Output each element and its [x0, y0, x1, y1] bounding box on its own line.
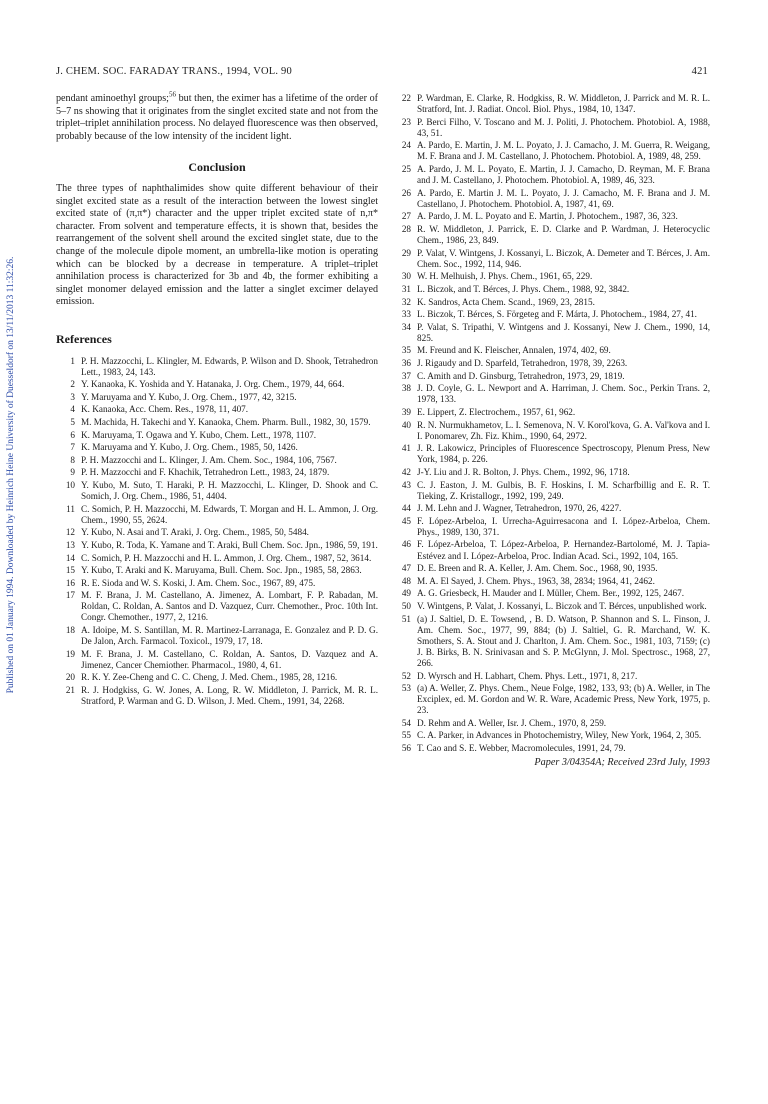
reference-text: P. Berci Filho, V. Toscano and M. J. Politi, J. Photochem. Photobiol. A, 1988, 43, 51. [417, 116, 710, 138]
reference-number: 31 [401, 284, 411, 294]
reference-item [56, 625, 378, 647]
intro-paragraph [56, 90, 378, 143]
reference-item [392, 516, 710, 538]
reference-number: 44 [401, 503, 411, 514]
reference-item [56, 455, 378, 466]
reference-number: 33 [401, 309, 411, 320]
reference-number: 22 [401, 93, 411, 103]
page-header [56, 66, 708, 82]
reference-text: (a) A. Weller, Z. Phys. Chem., Neue Folge, 1982, 133, 93; (b) A. Weller, in The Exciplex, ed. M. Gordon and W. R. Ware, Academic Press, New York, 1975, p. 23. [417, 683, 710, 716]
reference-number: 28 [401, 224, 411, 235]
reference-item [392, 718, 710, 729]
reference-item [56, 404, 378, 415]
reference-number: 13 [65, 539, 75, 550]
reference-number: 50 [401, 600, 411, 611]
conclusion-heading: Conclusion [188, 160, 246, 175]
reference-text: A. Pardo, J. M. L. Poyato and E. Martin, J. Photochem., 1987, 36, 323. [417, 211, 678, 222]
reference-item [392, 224, 710, 246]
journal-citation: J. CHEM. SOC. FARADAY TRANS., 1994, VOL. 90 [56, 66, 292, 77]
reference-text: W. H. Melhuish, J. Phys. Chem., 1961, 65, 229. [417, 271, 593, 282]
reference-number: 12 [65, 527, 75, 538]
reference-text: R. K. Y. Zee-Cheng and C. C. Cheng, J. Med. Chem., 1985, 28, 1216. [81, 672, 338, 683]
reference-item [392, 309, 710, 320]
reference-item [56, 379, 378, 390]
reference-item [56, 527, 378, 538]
reference-item [392, 480, 710, 502]
references-list-right [392, 93, 710, 754]
reference-item [392, 371, 710, 382]
reference-item [56, 649, 378, 671]
reference-item [56, 590, 378, 623]
reference-text: R. J. Hodgkiss, G. W. Jones, A. Long, R. W. Middleton, J. Parrick, M. R. L. Stratford, P. Warman and G. D. Wilson, J. Med. Chem., 1991, 34, 2268. [81, 685, 378, 707]
reference-text: L. Biczok, T. Bérces, S. Förgeteg and F. Márta, J. Photochem., 1984, 27, 41. [417, 309, 697, 320]
reference-item [392, 188, 710, 210]
reference-text: M. A. El Sayed, J. Chem. Phys., 1963, 38, 2834; 1964, 41, 2462. [417, 575, 655, 586]
reference-text: Y. Kubo, M. Suto, T. Haraki, P. H. Mazzocchi, L. Klinger, D. Shook and C. Somich, J. Org. Chem., 1986, 51, 4404. [81, 479, 378, 502]
reference-text: M. Freund and K. Fleischer, Annalen, 1974, 402, 69. [417, 345, 611, 356]
reference-item [392, 248, 710, 270]
references-list-left [56, 356, 378, 708]
reference-number: 11 [66, 503, 75, 514]
reference-item [56, 578, 378, 589]
reference-number: 27 [401, 211, 411, 222]
reference-number: 32 [401, 296, 411, 307]
reference-text: K. Maruyama and Y. Kubo, J. Org. Chem., 1985, 50, 1426. [81, 442, 298, 453]
reference-item [392, 730, 710, 741]
reference-number: 34 [401, 321, 411, 332]
reference-number: 30 [401, 271, 411, 282]
reference-text: J-Y. Liu and J. R. Bolton, J. Phys. Chem., 1992, 96, 1718. [417, 466, 630, 477]
reference-text: P. H. Mazzocchi and L. Klinger, J. Am. Chem. Soc., 1984, 106, 7567. [81, 454, 337, 465]
reference-text: A. Pardo, J. M. L. Poyato, E. Martin, J. J. Camacho, D. Reyman, M. F. Brana and J. M. Castellano, J. Photochem. Photobiol. A, 1989, 46, 323. [417, 164, 710, 186]
reference-item [56, 672, 378, 683]
intro-text-end: but then, the eximer has a lifetime of the order of 5–7 ns showing that it originates from the singlet excited state and not from the triplet–triplet annihilation process. No delayed fluorescence was then observed, probably because of the low intensity of the incident light. [56, 93, 378, 142]
references-heading: References [56, 331, 112, 346]
reference-number: 54 [401, 717, 411, 728]
reference-text: D. E. Breen and R. A. Keller, J. Am. Chem. Soc., 1968, 90, 1935. [417, 563, 658, 574]
reference-text: C. Somich, P. H. Mazzocchi and H. L. Ammon, J. Org. Chem., 1987, 52, 3614. [81, 552, 372, 563]
reference-number: 1 [70, 355, 75, 366]
reference-item [56, 417, 378, 428]
reference-text: J. Rigaudy and D. Sparfeld, Tetrahedron, 1978, 39, 2263. [417, 358, 628, 369]
reference-item [56, 356, 378, 378]
reference-text: P. H. Mazzocchi and F. Khachik, Tetrahedron Lett., 1983, 24, 1879. [81, 467, 330, 478]
reference-item [392, 93, 710, 115]
reference-text: C. Somich, P. H. Mazzocchi, M. Edwards, T. Morgan and H. L. Ammon, J. Org. Chem., 1990, 55, 2624. [81, 503, 378, 525]
reference-text: A. Pardo, E. Martin, J. M. L. Poyato, J. J. Camacho, J. M. Guerra, R. Weigang, M. F. Brana and J. M. Castellano, J. Photochem. Photobiol. A, 1989, 48, 259. [417, 140, 710, 162]
reference-text: A. Pardo, E. Martin J. M. L. Poyato, J. J. Camacho, M. F. Brana and J. M. Castellano, J. Photochem. Photobiol. A, 1987, 41, 69. [417, 187, 710, 209]
reference-item [392, 563, 710, 574]
reference-number: 14 [65, 552, 75, 563]
reference-text: E. Lippert, Z. Electrochem., 1957, 61, 962. [417, 406, 576, 417]
reference-number: 16 [65, 577, 75, 588]
reference-text: Y. Kubo, T. Araki and K. Maruyama, Bull. Chem. Soc. Jpn., 1985, 58, 2863. [81, 565, 362, 576]
reference-item [392, 358, 710, 369]
reference-text: T. Cao and S. E. Webber, Macromolecules, 1991, 24, 79. [417, 743, 626, 754]
intro-text-start: pendant aminoethyl groups; [56, 93, 169, 104]
reference-item [392, 284, 710, 295]
reference-text: L. Biczok, and T. Bérces, J. Phys. Chem., 1988, 92, 3842. [417, 284, 630, 294]
reference-text: A. G. Griesbeck, H. Mauder and I. Müller, Chem. Ber., 1992, 125, 2467. [417, 588, 685, 599]
reference-item [56, 685, 378, 707]
reference-item [392, 443, 710, 465]
reference-text: P. Valat, S. Tripathi, V. Wintgens and J. Kossanyi, New J. Chem., 1990, 14, 825. [417, 321, 710, 343]
reference-number: 42 [401, 466, 411, 477]
reference-item [56, 430, 378, 441]
reference-text: (a) J. Saltiel, D. E. Towsend, , B. D. Watson, P. Shannon and S. L. Finson, J. Am. Chem. Soc., 1977, 99, 884; (b) J. Saltiel, G. R. Marchand, W. K. Smothers, S. A. Stout and J. Charlton, J. Am. Chem. Soc., 1981, 103, 7159; (c) J. B. Birks, B. N. Srinivasan and S. P. McGlynn, J. Mol. Spectrosc., 1968, 27, 266. [417, 613, 710, 668]
reference-number: 25 [401, 164, 411, 175]
reference-text: D. Rehm and A. Weller, Isr. J. Chem., 1970, 8, 259. [417, 717, 607, 728]
paper-received-note: Paper 3/04354A; Received 23rd July, 1993 [534, 757, 710, 769]
reference-item [56, 442, 378, 453]
reference-number: 43 [401, 479, 411, 490]
reference-number: 35 [401, 345, 411, 356]
reference-item [56, 467, 378, 478]
reference-number: 29 [401, 247, 411, 258]
reference-item [392, 322, 710, 344]
reference-item [392, 140, 710, 162]
reference-text: A. Idoipe, M. S. Santillan, M. R. Martinez-Larranaga, E. Gonzalez and P. D. G. De Jalon, Arch. Farmacol. Toxicol., 1979, 17, 18. [81, 625, 378, 647]
download-stamp-text[interactable]: Published on 01 January 1994. Downloaded by Heinrich Heine University of Duesseldorf on 13/11/2013 11:32:26. [6, 256, 16, 694]
reference-number: 15 [65, 565, 75, 576]
reference-text: J. M. Lehn and J. Wagner, Tetrahedron, 1970, 26, 4227. [417, 503, 622, 514]
reference-text: M. F. Brana, J. M. Castellano, A. Jimenez, A. Lombart, F. P. Rabadan, M. Roldan, C. Roldan, A. Santos and D. Vazquez, Curr. Chemother., Proc. 10th Int. Congr. Chemother., 1977, 2, 1216. [81, 590, 378, 623]
reference-number: 46 [401, 539, 411, 550]
reference-number: 18 [65, 625, 75, 636]
reference-number: 10 [65, 479, 75, 490]
reference-item [56, 553, 378, 564]
reference-number: 37 [401, 370, 411, 381]
reference-number: 9 [70, 467, 75, 478]
reference-number: 4 [70, 404, 75, 415]
reference-text: P. H. Mazzocchi, L. Klingler, M. Edwards, P. Wilson and D. Shook, Tetrahedron Lett., 1983, 24, 143. [81, 355, 378, 377]
reference-item [392, 614, 710, 669]
reference-item [392, 420, 710, 442]
reference-text: C. A. Parker, in Advances in Photochemistry, Wiley, New York, 1964, 2, 305. [417, 730, 702, 741]
reference-text: R. W. Middleton, J. Parrick, E. D. Clarke and P. Wardman, J. Heterocyclic Chem., 1986, 23, 849. [417, 224, 710, 246]
reference-text: R. N. Nurmukhametov, L. I. Semenova, N. V. Korol'kova, G. A. Val'kova and I. I. Ponomarev, Zh. Fiz. Khim., 1990, 64, 2972. [417, 419, 710, 441]
right-column [392, 93, 710, 770]
reference-text: V. Wintgens, P. Valat, J. Kossanyi, L. Biczok and T. Bérces, unpublished work. [417, 600, 707, 611]
reference-item [392, 211, 710, 222]
reference-number: 51 [401, 613, 411, 624]
reference-number: 38 [401, 383, 411, 394]
reference-item [56, 480, 378, 502]
reference-text: F. López-Arbeloa, I. Urrecha-Aguirresacona and I. López-Arbeloa, Chem. Phys., 1989, 130, 371. [417, 515, 710, 537]
reference-text: P. Valat, V. Wintgens, J. Kossanyi, L. Biczok, A. Demeter and T. Bérces, J. Am. Chem. Soc., 1992, 114, 946. [417, 247, 710, 269]
reference-number: 56 [401, 743, 411, 754]
reference-text: K. Sandros, Acta Chem. Scand., 1969, 23, 2815. [417, 296, 595, 307]
reference-text: K. Maruyama, T. Ogawa and Y. Kubo, Chem. Lett., 1978, 1107. [81, 429, 317, 440]
reference-text: J. D. Coyle, G. L. Newport and A. Harriman, J. Chem. Soc., Perkin Trans. 2, 1978, 133. [417, 383, 710, 405]
reference-item [392, 503, 710, 514]
reference-item [392, 467, 710, 478]
reference-text: K. Kanaoka, Acc. Chem. Res., 1978, 11, 407. [81, 404, 249, 415]
reference-number: 21 [65, 685, 75, 696]
reference-text: J. R. Lakowicz, Principles of Fluorescence Spectroscopy, Plenum Press, New York, 1984, p. 226. [417, 443, 710, 465]
reference-text: R. E. Sioda and W. S. Koski, J. Am. Chem. Soc., 1967, 89, 475. [81, 577, 316, 588]
reference-item [56, 504, 378, 526]
reference-text: Y. Kubo, N. Asai and T. Araki, J. Org. Chem., 1985, 50, 5484. [81, 527, 309, 538]
reference-number: 20 [65, 672, 75, 683]
reference-number: 5 [70, 416, 75, 427]
reference-item [56, 540, 378, 551]
reference-number: 26 [401, 187, 411, 198]
reference-number: 49 [401, 588, 411, 599]
download-stamp [0, 0, 22, 1104]
reference-item [392, 601, 710, 612]
reference-item [392, 164, 710, 186]
reference-text: C. Amith and D. Ginsburg, Tetrahedron, 1973, 29, 1819. [417, 370, 625, 381]
reference-text: M. F. Brana, J. M. Castellano, C. Roldan, A. Santos, D. Vazquez and A. Jimenez, Cancer Chemiother. Pharmacol., 1980, 4, 61. [81, 648, 378, 670]
citation-superscript: 56 [168, 90, 176, 99]
reference-text: Y. Maruyama and Y. Kubo, J. Org. Chem., 1977, 42, 3215. [81, 391, 297, 402]
reference-item [56, 565, 378, 576]
reference-number: 48 [401, 575, 411, 586]
reference-text: D. Wyrsch and H. Labhart, Chem. Phys. Lett., 1971, 8, 217. [417, 670, 638, 681]
reference-number: 47 [401, 563, 411, 574]
reference-item [392, 671, 710, 682]
reference-item [392, 743, 710, 754]
reference-item [392, 539, 710, 561]
left-column [56, 90, 378, 709]
reference-item [392, 576, 710, 587]
reference-number: 17 [65, 590, 75, 601]
reference-item [392, 345, 710, 356]
reference-number: 8 [70, 454, 75, 465]
reference-item [392, 683, 710, 716]
reference-number: 39 [401, 406, 411, 417]
reference-number: 40 [401, 419, 411, 430]
reference-item [392, 297, 710, 308]
reference-text: C. J. Easton, J. M. Gulbis, B. F. Hoskins, I. M. Scharfbillig and E. R. T. Tieking, Z. Kristallogr., 1992, 199, 249. [417, 479, 710, 501]
reference-text: F. López-Arbeloa, T. López-Arbeloa, P. Hernandez-Bartolomé, M. J. Tapia-Estévez and I. López-Arbeloa, Proc. Indian Acad. Sci., 1992, 104, 165. [417, 539, 710, 561]
reference-text: M. Machida, H. Takechi and Y. Kanaoka, Chem. Pharm. Bull., 1982, 30, 1579. [81, 416, 371, 427]
reference-item [392, 271, 710, 282]
reference-item [392, 117, 710, 139]
reference-number: 52 [401, 670, 411, 681]
reference-number: 7 [70, 442, 75, 453]
reference-number: 19 [65, 648, 75, 659]
reference-number: 3 [70, 391, 75, 402]
reference-item [392, 407, 710, 418]
reference-number: 53 [401, 683, 411, 694]
page-number: 421 [691, 66, 708, 77]
reference-text: P. Wardman, E. Clarke, R. Hodgkiss, R. W. Middleton, J. Parrick and M. R. L. Stratford, Int. J. Radiat. Oncol. Biol. Phys., 1984, 10, 1347. [417, 93, 710, 115]
reference-number: 2 [70, 379, 75, 390]
reference-number: 45 [401, 515, 411, 526]
reference-item [392, 383, 710, 405]
reference-number: 55 [401, 730, 411, 741]
reference-item [392, 588, 710, 599]
reference-number: 36 [401, 358, 411, 369]
reference-text: Y. Kubo, R. Toda, K. Yamane and T. Araki, Bull Chem. Soc. Jpn., 1986, 59, 191. [81, 539, 378, 550]
reference-number: 6 [70, 429, 75, 440]
conclusion-paragraph: The three types of naphthalimides show quite different behaviour of their singlet excited state as a result of the interaction between the lowest singlet excited state of (π,π*) character and the upper triplet excited state of n,π* character. From solvent and temperature effects, it is shown that, besides the rearrangement of the solvent shell around the excited singlet state, due to the change of the molecule dipole moment, an umbrella-like motion is operating which can be blocked by a decrease in temperature. A triplet–triplet annihilation process is characterized for 3b and 4b, the former exhibiting a singlet monomer delayed emission and the latter a singlet excimer delayed emission. [56, 182, 378, 308]
reference-text: Y. Kanaoka, K. Yoshida and Y. Hatanaka, J. Org. Chem., 1979, 44, 664. [81, 379, 345, 390]
reference-item [56, 392, 378, 403]
reference-number: 24 [401, 140, 411, 151]
reference-number: 41 [401, 443, 411, 454]
reference-number: 23 [401, 116, 411, 127]
